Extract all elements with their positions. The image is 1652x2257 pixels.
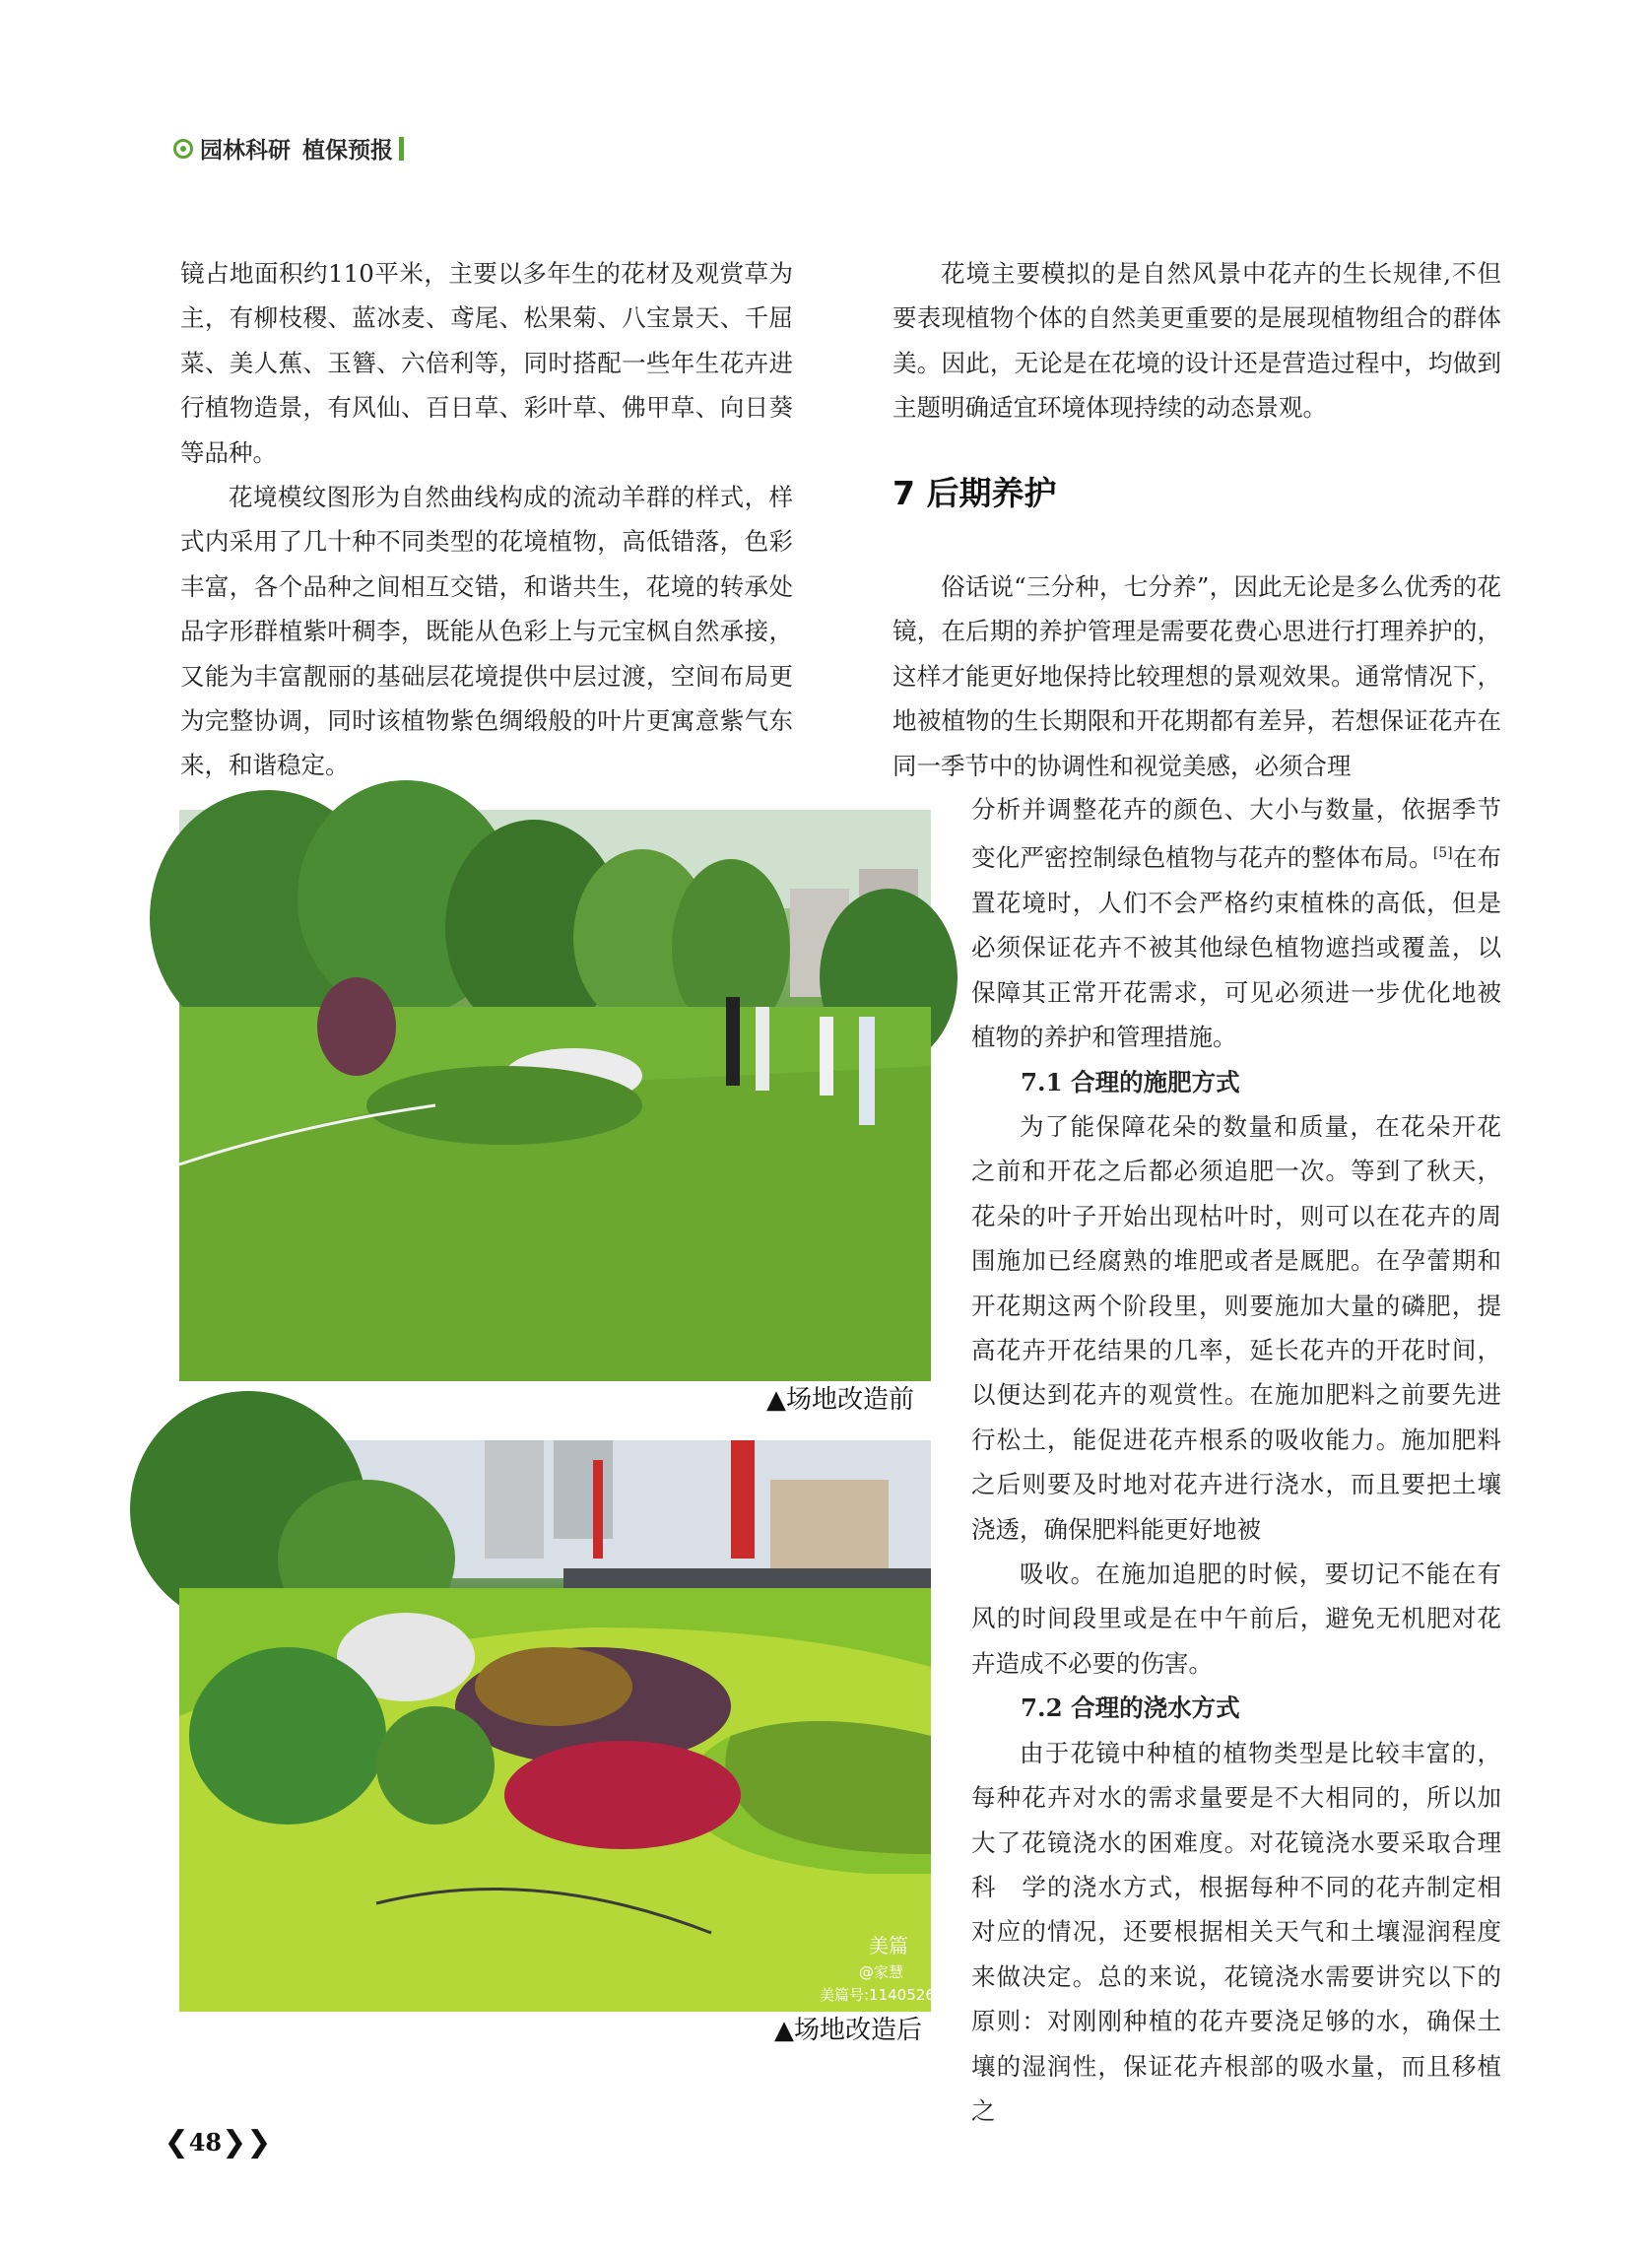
right-column-mid [892, 564, 1501, 788]
photo-site-after [179, 1440, 945, 2012]
page-number [164, 2123, 272, 2160]
paragraph [971, 787, 1501, 1060]
text-run: 在布置花境时，人们不会严格约束植株的高低，但是必须保证花卉不被其他绿色植物遮挡或覆盖，以保障其正常开花需求，可见必须进一步优化地被植物的养护和管理措施。 [971, 843, 1502, 1052]
paragraph: 由于花镜中种植的植物类型是比较丰富的，每种花卉对水的需求量要是不大相同的，所以加大了花镜浇水的困难度。对花镜浇水要采取合理科 学的浇水方式，根据每种不同的花卉制定相对应的情况，还要根据相关天气和土壤湿润程度来做决定。总的来说，花镜浇水需要讲究以下的原则：对刚刚种植的花卉要浇足够的水，确保土壤的湿润性，保证花卉根部的吸水量，而且移植之 [971, 1738, 1501, 2125]
paragraph: 为了能保障花朵的数量和质量，在花朵开花之前和开花之后都必须追肥一次。等到了秋天，花朵的叶子开始出现枯叶时，则可以在花卉的周围施加已经腐熟的堆肥或者是厩肥。在孕蕾期和开花期这两个阶段里，则要施加大量的磷肥，提高花卉开花结果的几率，延长花卉的开花时间，以便达到花卉的观赏性。在施加肥料之前要先进行松土，能促进花卉根系的吸收能力。施加肥料之后则要及时地对花卉进行浇水，而且要把土壤浇透，确保肥料能更好地被 [971, 1112, 1501, 1544]
photo-before-illustration [179, 810, 931, 1381]
text-run: 分析并调整花卉的颜色、大小与数量，依据季节变化严密控制绿色植物与花卉的整体布局。 [971, 795, 1501, 873]
chevron-left-icon: ❮ [164, 2124, 189, 2159]
paragraph: 花境模纹图形为自然曲线构成的流动羊群的样式，样式内采用了几十种不同类型的花境植物，高低错落，色彩丰富，各个品种之间相互交错，和谐共生，花境的转承处品字形群植紫叶稠李，既能从色彩上与元宝枫自然承接，又能为丰富靓丽的基础层花境提供中层过渡，空间布局更为完整协调，同时该植物紫色绸缎般的叶片更寓意紫气东来，和谐稳定。 [180, 483, 793, 780]
watermark-id: 美篇号:11405268 [820, 1986, 945, 2004]
right-column-narrow [971, 787, 1501, 2133]
photo-after-illustration [179, 1440, 945, 2012]
citation-ref: [5] [1432, 845, 1453, 862]
right-column-top [892, 251, 1501, 431]
page-number-value: 48 [188, 2127, 223, 2157]
subsection-heading: 7.2 合理的浇水方式 [1021, 1693, 1240, 1723]
subsection-heading: 7.1 合理的施肥方式 [1021, 1067, 1240, 1096]
left-column [180, 251, 793, 788]
paragraph: 花境主要模拟的是自然风景中花卉的生长规律,不但要表现植物个体的自然美更重要的是展现植物组合的群体美。因此，无论是在花境的设计还是营造过程中，均做到主题明确适宜环境体现持续的动态景观。 [892, 259, 1501, 423]
paragraph: 吸收。在施加追肥的时候，要切记不能在有风的时间段里或是在中午前后，避免无机肥对花卉造成不必要的伤害。 [971, 1560, 1501, 1678]
header-section: 园林科研 [200, 138, 291, 164]
photo-site-before [179, 810, 931, 1381]
caption-before: ▲场地改造前 [766, 1385, 914, 1415]
circle-logo-icon [173, 139, 193, 159]
caption-after: ▲场地改造后 [774, 2016, 922, 2045]
watermark-user: @家慧 [859, 1963, 904, 1981]
section-heading: 7 后期养护 [892, 474, 1057, 512]
header-bar-icon [399, 137, 404, 161]
running-header [173, 132, 404, 165]
paragraph: 镜占地面积约110平米，主要以多年生的花材及观赏草为主，有柳枝稷、蓝冰麦、鸢尾、松果菊、八宝景天、千屈菜、美人蕉、玉簪、六倍利等，同时搭配一些年生花卉进行植物造景，有风仙、百日草、彩叶草、佛甲草、向日葵等品种。 [180, 259, 793, 467]
watermark-app: 美篇 [869, 1934, 908, 1958]
chevron-right-icon: ❯❯ [222, 2124, 272, 2159]
paragraph: 俗话说“三分种，七分养”，因此无论是多么优秀的花镜，在后期的养护管理是需要花费心思进行打理养护的，这样才能更好地保持比较理想的景观效果。通常情况下，地被植物的生长期限和开花期都有差异，若想保证花卉在同一季节中的协调性和视觉美感，必须合理 [892, 572, 1501, 780]
header-subsection: 植保预报 [302, 138, 393, 164]
